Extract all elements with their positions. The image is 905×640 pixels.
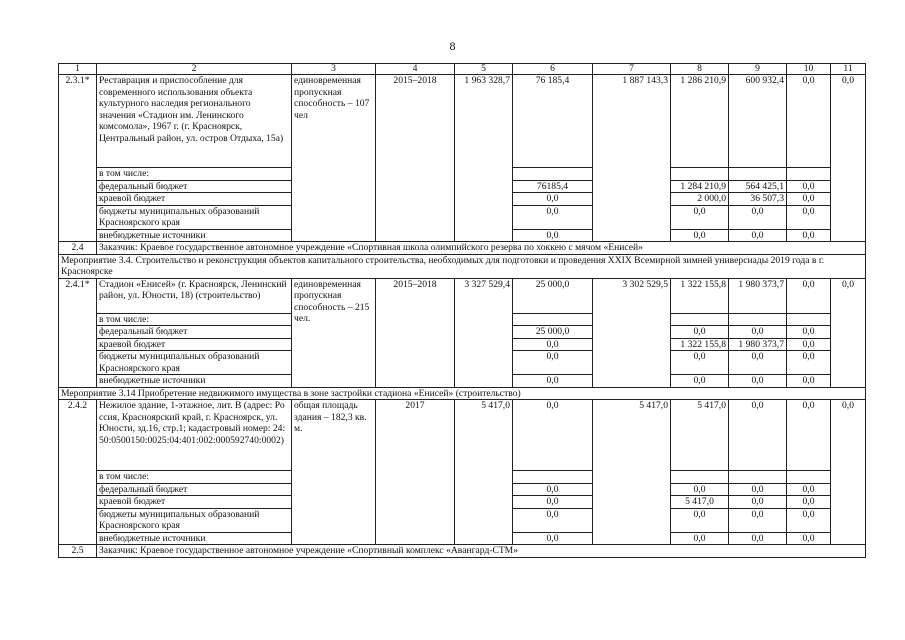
sub-label: краевой бюджет [97,338,292,351]
measure-line: Мероприятие 3.4. Строительство и реконструкция объектов капитального строительства, необходимых для подготовки и проведения XXIX Всемирной зимней универсиады 2019 года в г. Красноярске [59,254,866,278]
col-num: 9 [729,64,787,75]
item-c11: 0,0 [831,400,866,545]
page-number: 8 [449,39,456,53]
sub-label: федеральный бюджет [97,326,292,339]
sub-label: федеральный бюджет [97,180,292,193]
sub-c8: 2 000,0 [671,193,729,206]
item-c6: 0,0 [513,400,593,471]
sub-c10 [787,313,831,326]
col-num: 3 [292,64,376,75]
item-c10: 0,0 [787,278,831,313]
table-row [59,254,866,278]
sub-label: бюджеты муниципальных образований Красноярского края [97,205,292,229]
item-capacity: единовременная пропускная способность – 107 чел [292,75,376,242]
sub-c9: 0,0 [729,205,787,229]
item-c7: 5 417,0 [593,400,671,545]
item-c10: 0,0 [787,75,831,168]
item-total: 5 417,0 [455,400,513,545]
item-name: Реставрация и приспособление для современного использования объекта культурного наследия регионального значения «Стадион им. Ленинского комсомола», 1967 г. (г. Красноярск, Центральный район, ул. остров Отдыха, 15а) [97,75,292,168]
sub-c6: 0,0 [513,375,593,388]
sub-c6 [513,313,593,326]
sub-label: федеральный бюджет [97,483,292,496]
sub-c6: 0,0 [513,229,593,242]
item-c8: 5 417,0 [671,400,729,471]
item-period: 2015–2018 [376,75,455,242]
sub-c10 [787,168,831,181]
col-num: 11 [831,64,866,75]
sub-c10: 0,0 [787,496,831,509]
item-c7: 1 887 143,3 [593,75,671,242]
sub-c9: 0,0 [729,326,787,339]
sub-c6 [513,471,593,484]
col-num: 5 [455,64,513,75]
item-c8: 1 322 155,8 [671,278,729,313]
item-c6: 76 185,4 [513,75,593,168]
item-c6: 25 000,0 [513,278,593,313]
item-name: Нежилое здание, 1-этажное, лит. В (адрес: Россия, Красноярский край, г. Красноярск, ул. Юности, зд.16, стр.1; кадастровый номер: 24:50:0500150:0025:04:401:002:000592740:0002) [97,400,292,471]
sub-c8: 1 284 210,9 [671,180,729,193]
sub-c10: 0,0 [787,193,831,206]
budget-table [58,63,866,558]
table-row [59,278,866,313]
sub-label: краевой бюджет [97,193,292,206]
sub-c8 [671,471,729,484]
sub-label: в том числе: [97,313,292,326]
sub-c10: 0,0 [787,180,831,193]
col-num: 4 [376,64,455,75]
sub-label: в том числе: [97,168,292,181]
sub-c9: 0,0 [729,375,787,388]
item-c9: 1 980 373,7 [729,278,787,313]
sub-label: внебюджетные источники [97,229,292,242]
sub-c9: 1 980 373,7 [729,338,787,351]
sub-c8 [671,313,729,326]
item-c9: 600 932,4 [729,75,787,168]
sub-c10: 0,0 [787,375,831,388]
sub-c6: 0,0 [513,532,593,545]
table-row [59,75,866,168]
item-c11: 0,0 [831,75,866,242]
sub-c6: 0,0 [513,483,593,496]
item-c10: 0,0 [787,400,831,471]
item-total: 3 327 529,4 [455,278,513,387]
item-period: 2017 [376,400,455,545]
sub-label: внебюджетные источники [97,532,292,545]
sub-c9: 0,0 [729,496,787,509]
sub-c10: 0,0 [787,483,831,496]
sub-c8 [671,168,729,181]
col-num: 7 [593,64,671,75]
customer-line: Заказчик: Краевое государственное автономное учреждение «Спортивная школа олимпийского резерва по хоккею с мячом «Енисей» [97,242,866,255]
sub-c6: 25 000,0 [513,326,593,339]
table-row [59,242,866,255]
col-num: 1 [59,64,97,75]
sub-c6: 0,0 [513,351,593,375]
item-code: 2.4.2 [59,400,97,545]
column-number-row [59,64,866,75]
item-c11: 0,0 [831,278,866,387]
sub-c8: 0,0 [671,508,729,532]
item-code: 2.4.1* [59,278,97,387]
sub-c9 [729,168,787,181]
sub-c8: 0,0 [671,326,729,339]
item-c8: 1 286 210,9 [671,75,729,168]
sub-c6: 76185,4 [513,180,593,193]
item-capacity: единовременная пропускная способность – 215 чел. [292,278,376,387]
item-period: 2015–2018 [376,278,455,387]
col-num: 8 [671,64,729,75]
customer-code: 2.4 [59,242,97,255]
sub-c6: 0,0 [513,508,593,532]
item-c9: 0,0 [729,400,787,471]
sub-c8: 0,0 [671,205,729,229]
sub-c8: 0,0 [671,229,729,242]
sub-label: бюджеты муниципальных образований Красноярского края [97,508,292,532]
sub-c10: 0,0 [787,508,831,532]
table-row [59,387,866,400]
customer-line: Заказчик: Краевое государственное автономное учреждение «Спортивный комплекс «Авангард-СТМ» [97,545,866,558]
sub-c10: 0,0 [787,338,831,351]
sub-c9: 0,0 [729,351,787,375]
col-num: 10 [787,64,831,75]
sub-c10: 0,0 [787,532,831,545]
sub-c8: 0,0 [671,532,729,545]
sub-c9 [729,313,787,326]
item-code: 2.3.1* [59,75,97,242]
sub-c9 [729,471,787,484]
item-name: Стадион «Енисей» (г. Красноярск, Ленинский район, ул. Юности, 18) (строительство) [97,278,292,313]
sub-c9: 0,0 [729,532,787,545]
item-capacity: общая площадь здания – 182,3 кв. м. [292,400,376,545]
sub-c10 [787,471,831,484]
sub-label: в том числе: [97,471,292,484]
sub-c10: 0,0 [787,326,831,339]
sub-c6: 0,0 [513,496,593,509]
sub-label: бюджеты муниципальных образований Красноярского края [97,351,292,375]
item-c7: 3 302 529,5 [593,278,671,387]
sub-c10: 0,0 [787,351,831,375]
col-num: 2 [97,64,292,75]
sub-label: внебюджетные источники [97,375,292,388]
sub-c8: 5 417,0 [671,496,729,509]
sub-c10: 0,0 [787,205,831,229]
table-row [59,400,866,471]
sub-c8: 1 322 155,8 [671,338,729,351]
sub-c9: 36 507,3 [729,193,787,206]
col-num: 6 [513,64,593,75]
customer-code: 2.5 [59,545,97,558]
sub-c8: 0,0 [671,351,729,375]
sub-c6: 0,0 [513,338,593,351]
sub-c9: 0,0 [729,508,787,532]
sub-label: краевой бюджет [97,496,292,509]
sub-c8: 0,0 [671,483,729,496]
sub-c9: 0,0 [729,229,787,242]
measure-line: Мероприятие 3.14 Приобретение недвижимого имущества в зоне застройки стадиона «Енисей» (строительство) [59,387,866,400]
sub-c10: 0,0 [787,229,831,242]
sub-c9: 0,0 [729,483,787,496]
sub-c6: 0,0 [513,193,593,206]
sub-c6 [513,168,593,181]
sub-c9: 564 425,1 [729,180,787,193]
table-row [59,545,866,558]
sub-c8: 0,0 [671,375,729,388]
sub-c6: 0,0 [513,205,593,229]
item-total: 1 963 328,7 [455,75,513,242]
